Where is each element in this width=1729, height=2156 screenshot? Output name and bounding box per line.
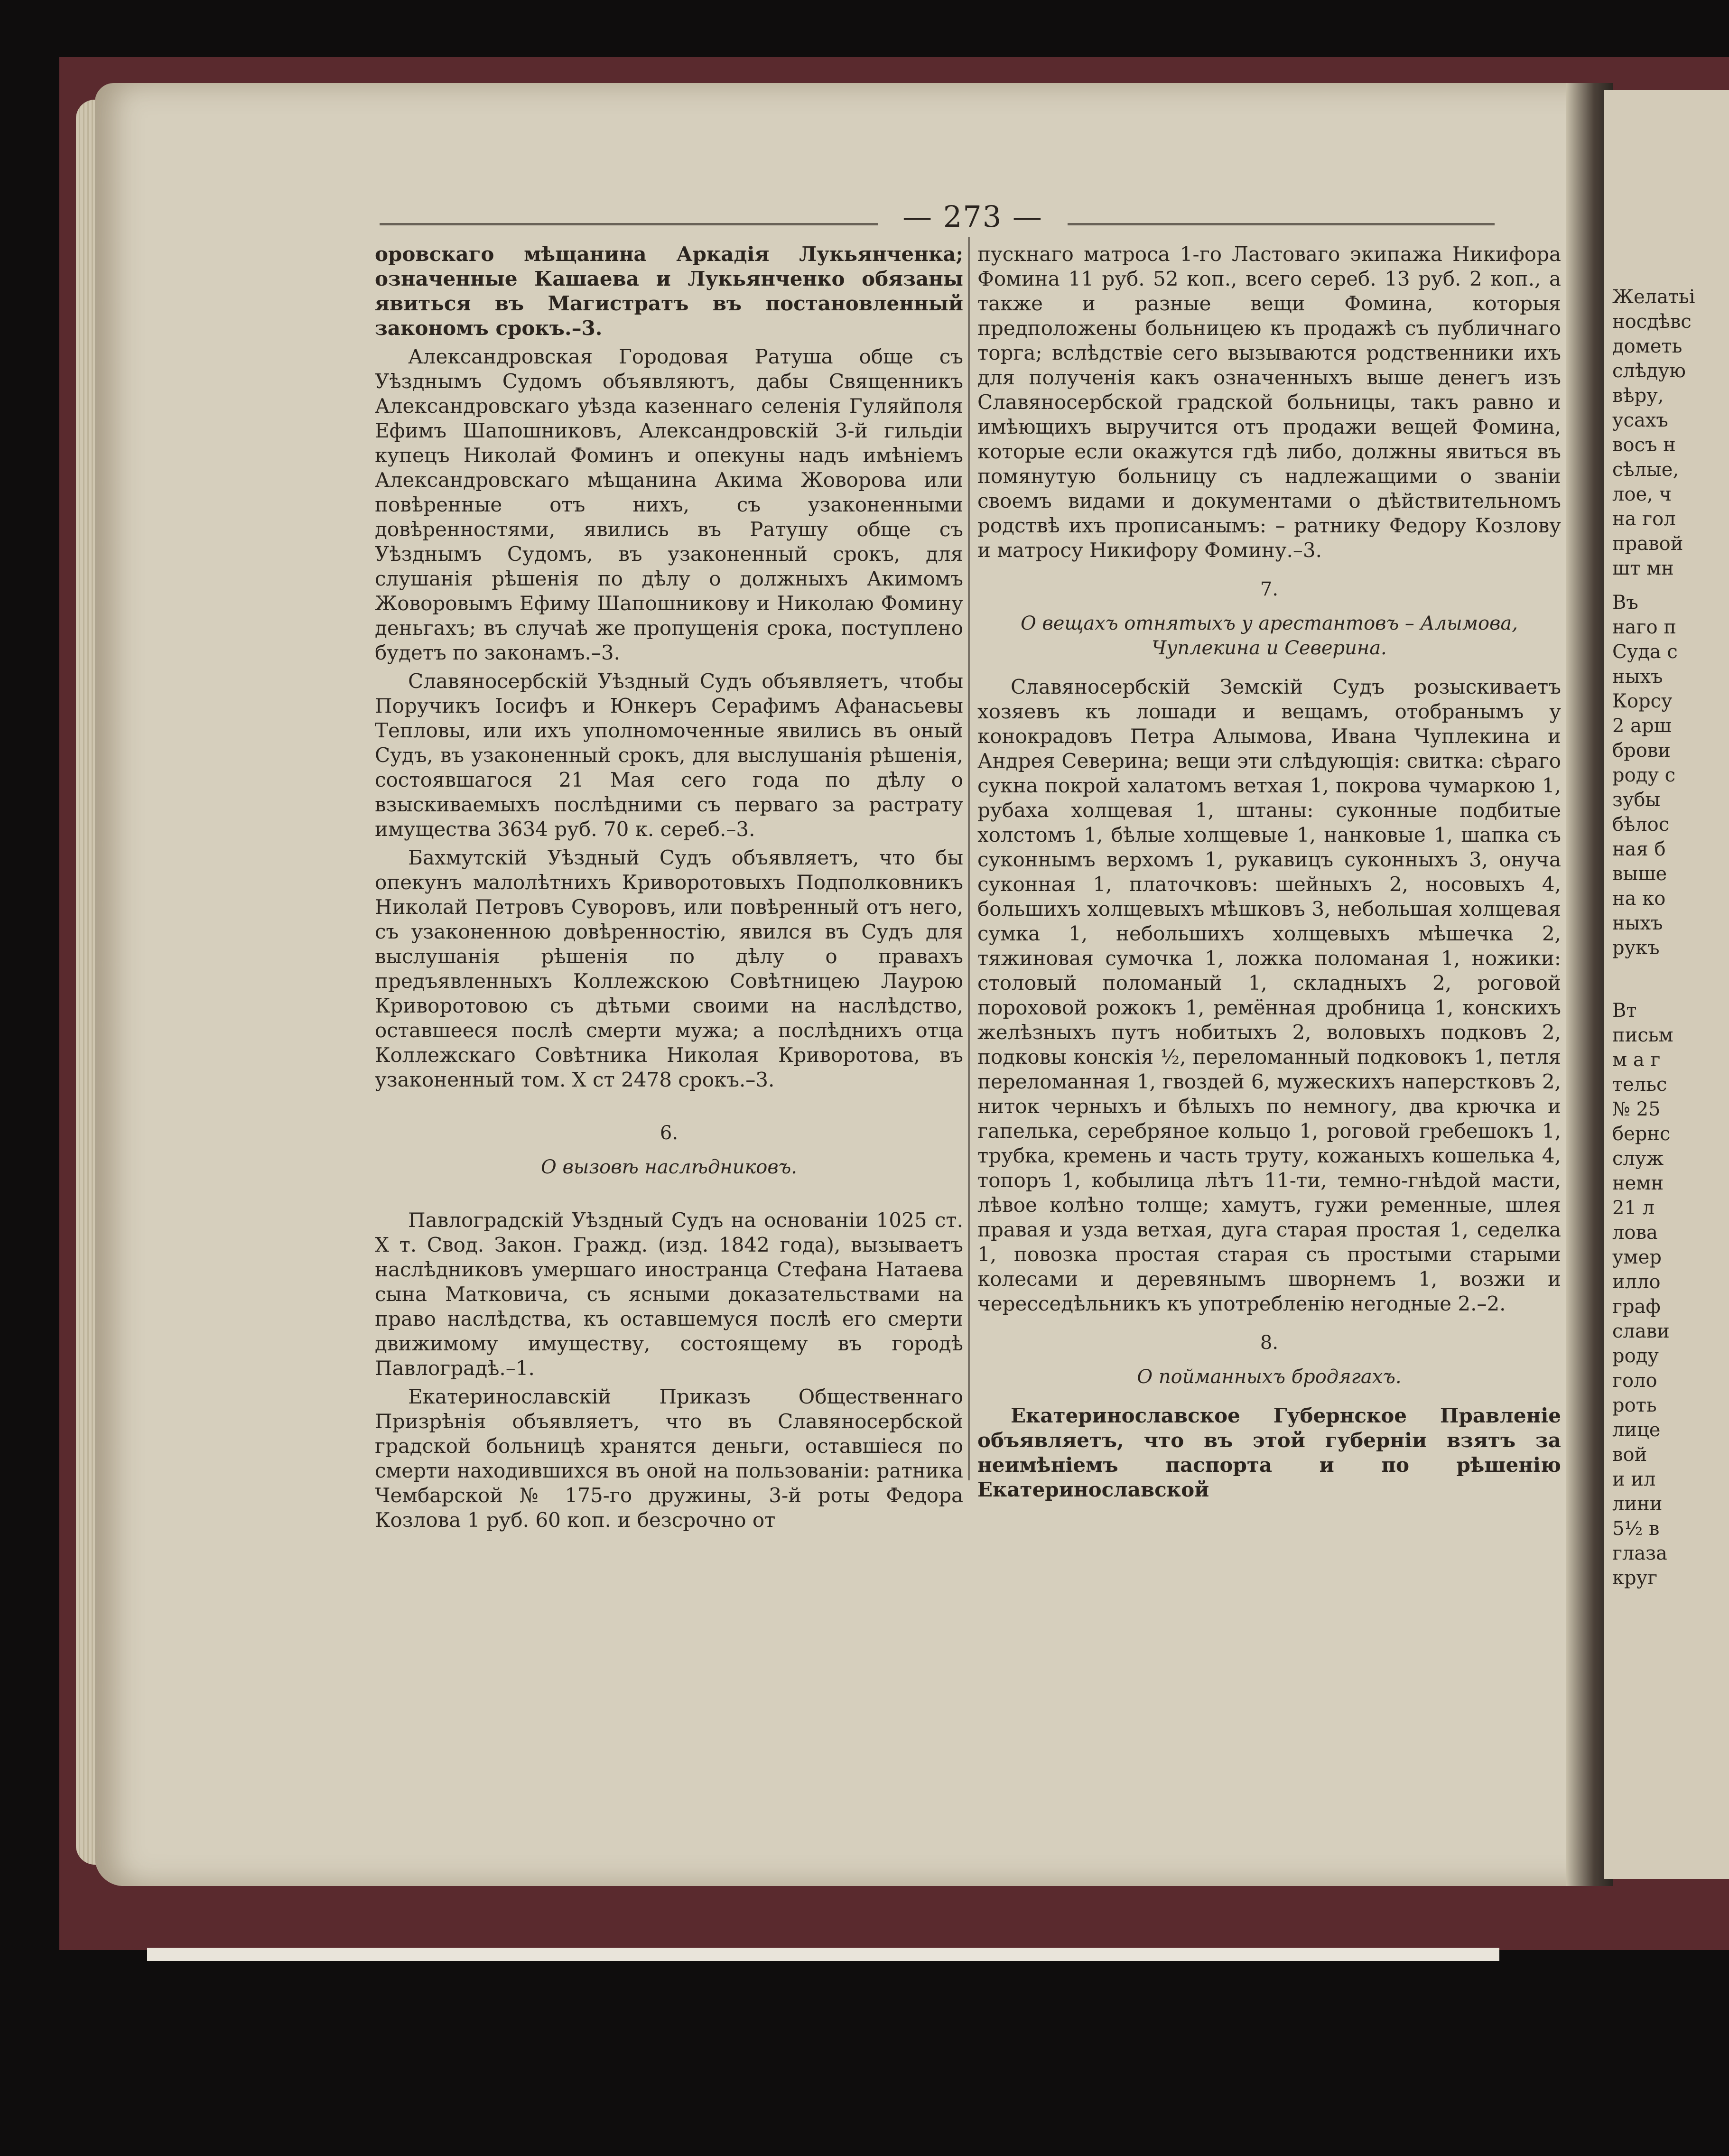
text-fragment: усахъ bbox=[1612, 409, 1668, 431]
text-fragment: граф bbox=[1612, 1296, 1661, 1318]
text-fragment: шт мн bbox=[1612, 558, 1674, 579]
column-divider bbox=[968, 237, 970, 1480]
text-fragment: слѣдую bbox=[1612, 360, 1686, 382]
page-number: — 273 — bbox=[902, 199, 1043, 234]
text-fragment: лова bbox=[1612, 1222, 1658, 1244]
text-fragment: Вт bbox=[1612, 1000, 1637, 1022]
text-fragment: лое, ч bbox=[1612, 483, 1672, 505]
text-fragment: служ bbox=[1612, 1148, 1664, 1170]
text-fragment: восъ н bbox=[1612, 434, 1676, 456]
text-fragment: м а г bbox=[1612, 1049, 1661, 1071]
paragraph: Екатеринославское Губернское Правленіе объявляетъ, что въ этой губерніи взятъ за неимѣніемъ паспорта и по рѣшенію Екатеринославской bbox=[977, 1404, 1561, 1501]
text-fragment: умер bbox=[1612, 1246, 1662, 1268]
text-fragment: № 25 bbox=[1612, 1098, 1661, 1120]
text-fragment: ныхъ bbox=[1612, 912, 1663, 934]
text-fragment: Желатьі bbox=[1612, 286, 1695, 308]
text-fragment: на ко bbox=[1612, 888, 1666, 910]
text-fragment: лице bbox=[1612, 1419, 1661, 1441]
paragraph: Александровская Городовая Ратуша обще съ Уѣзднымъ Судомъ объявляютъ, дабы Священникъ Александровскаго уѣзда казеннаго селенія Гуляйполя Ефимъ Шапошниковъ, Александровскій 3-й гильдіи купецъ Николай Фоминъ и опекуны надъ имѣніемъ Александровскаго мѣщанина Акима Жоворова или повѣренные отъ нихъ, съ узаконенными довѣренностями, явились въ Ратушу обще съ Уѣзднымъ Судомъ, въ узаконенный срокъ, для слушанія рѣшенія по дѣлу о должныхъ Акимомъ Жоворовымъ Ефиму Шапошникову и Николаю Фомину деньгахъ; въ случаѣ же пропущенія срока, поступлено будетъ по законамъ.–3. bbox=[375, 345, 963, 664]
paragraph: пускнаго матроса 1-го Ластоваго экипажа Никифора Фомина 11 руб. 52 коп., всего сереб. 13 руб. 2 коп., а также и разные вещи Фомина, которыя предположены больницею къ продажѣ съ публичнаго торга; вслѣдствіе сего вызываются родственники ихъ для полученія какъ означенныхъ выше денегъ изъ Славяносербской градской больницы, такъ равно и имѣющихъ выручится отъ продажи вещей Фомина, которые если окажутся гдѣ либо, должны явиться въ помянутую больницу съ надлежащими о званіи своемъ видами и документами о дѣйствительномъ родствѣ ихъ прописанымъ: – ратнику Федору Козлову и матросу Никифору Фомину.–3. bbox=[977, 242, 1561, 562]
text-fragment: бернс bbox=[1612, 1123, 1671, 1145]
text-fragment: правой bbox=[1612, 533, 1683, 555]
text-fragment: письм bbox=[1612, 1024, 1673, 1046]
section-heading: О вызовѣ наслѣдниковъ. bbox=[541, 1156, 797, 1178]
section-heading: О вещахъ отнятыхъ у арестантовъ – Алымова, Чуплекина и Северина. bbox=[1021, 613, 1518, 659]
text-fragment: бѣлос bbox=[1612, 814, 1670, 836]
text-fragment: роду bbox=[1612, 1345, 1659, 1367]
text-fragment: Корсу bbox=[1612, 690, 1673, 712]
text-fragment: на гол bbox=[1612, 508, 1676, 530]
section-number: 6. bbox=[660, 1122, 679, 1144]
text-fragment: выше bbox=[1612, 863, 1667, 885]
text-fragment: вѣру, bbox=[1612, 385, 1664, 407]
paragraph: оровскаго мѣщанина Аркадія Лукьянченка; означенные Кашаева и Лукьянченко обязаны явиться въ Магистратъ въ постановленный закономъ срокъ.–3. bbox=[375, 242, 963, 340]
right-column bbox=[977, 242, 1561, 1506]
text-fragment: роду с bbox=[1612, 764, 1675, 786]
header-rule-right bbox=[1068, 223, 1495, 225]
paragraph: Славяносербскій Уѣздный Судъ объявляетъ, чтобы Поручикъ Іосифъ и Юнкеръ Серафимъ Афанасьевы Тепловы, или ихъ уполномоченные явились въ оный Судъ, въ узаконенный срокъ, для выслушанія рѣшенія, состоявшагося 21 Мая сего года по дѣлу о взыскиваемыхъ послѣдними съ перваго за растрату имущества 3634 руб. 70 к. сереб.–3. bbox=[375, 669, 963, 841]
text-fragment: сѣлые, bbox=[1612, 459, 1679, 481]
text-fragment: круг bbox=[1612, 1567, 1658, 1589]
text-fragment: роть bbox=[1612, 1394, 1657, 1416]
section-number: 8. bbox=[1260, 1332, 1279, 1354]
text-fragment: лини bbox=[1612, 1493, 1663, 1515]
next-page bbox=[1604, 90, 1729, 1879]
paragraph: Павлоградскій Уѣздный Судъ на основаніи 1025 ст. X т. Свод. Закон. Гражд. (изд. 1842 года), вызываетъ наслѣдниковъ умершаго иностранца Стефана Натаева сына Матковича, съ ясными доказательствами на право наслѣдства, къ оставшемуся послѣ его смерти движимому имуществу, состоящему въ городѣ Павлоградѣ.–1. bbox=[375, 1208, 963, 1380]
text-fragment: 21 л bbox=[1612, 1197, 1655, 1219]
text-fragment: слави bbox=[1612, 1320, 1670, 1342]
text-fragment: тельс bbox=[1612, 1074, 1667, 1096]
text-fragment: ная б bbox=[1612, 838, 1666, 860]
text-fragment: и ил bbox=[1612, 1468, 1656, 1490]
book-page bbox=[95, 83, 1594, 1886]
paragraph: Бахмутскій Уѣздный Судъ объявляетъ, что бы опекунъ малолѣтнихъ Криворотовыхъ Подполковникъ Николай Петровъ Суворовъ, или повѣренный отъ него, съ узаконенною довѣренностію, явился въ Судъ для выслушанія рѣшенія по дѣлу о правахъ предъявленныхъ Коллежскою Совѣтницею Лаурою Криворотовою съ дѣтьми своими на наслѣдство, оставшееся послѣ смерти мужа; а послѣднихъ отца Коллежскаго Совѣтника Николая Криворотова, въ узаконенный том. X ст 2478 срокъ.–3. bbox=[375, 846, 963, 1091]
text-fragment: наго п bbox=[1612, 616, 1676, 638]
text-fragment: брови bbox=[1612, 740, 1671, 762]
text-fragment: вой bbox=[1612, 1444, 1647, 1466]
text-fragment: голо bbox=[1612, 1370, 1657, 1392]
next-page-text bbox=[1604, 90, 1729, 1590]
text-fragment: 5½ в bbox=[1612, 1518, 1660, 1540]
text-fragment: ныхъ bbox=[1612, 666, 1663, 688]
text-fragment: дометь bbox=[1612, 335, 1683, 357]
text-fragment: илло bbox=[1612, 1271, 1661, 1293]
paragraph: Славяносербскій Земскій Судъ розыскиваетъ хозяевъ къ лошади и вещамъ, отобранымъ у конокрадовъ Петра Алымова, Ивана Чуплекина и Андрея Северина; вещи эти слѣдующія: свитка: сѣраго сукна покрой халатомъ ветхая 1, покрова чумаркою 1, рубаха холщевая 1, штаны: суконные подбитые холстомъ 1, бѣлые холщевые 1, нанковые 1, шапка съ суконнымъ верхомъ 1, рукавицъ суконныхъ 3, онуча суконная 1, платочковъ: шейныхъ 2, носовыхъ 4, большихъ холщевыхъ мѣшковъ 3, небольшая холщевая сумка 1, небольшихъ холщевыхъ мѣшечка 2, тяжиновая сумочка 1, ложка поломаная 1, ножики: столовый поломаный 1, складныхъ 2, роговой пороховой рожокъ 1, ремённая дробница 1, конскихъ желѣзныхъ путъ нобитыхъ 2, воловыхъ подковъ 2, подковы конскія ½, переломанный подковокъ 1, петля переломанная 1, гвоздей 6, мужескихъ наперстковъ 2, ниток черныхъ и бѣлыхъ по немногу, два крючка и гапелька, серебряное кольцо 1, роговой гребешокъ 1, трубка, кремень и часть труту, кожаныхъ кошелька 4, топоръ 1, кобылица лѣтъ 11-ти, темно-гнѣдой масти, лѣвое колѣно толще; хамутъ, гужи ременные, шлея правая и узда ветхая, дуга старая простая 1, седелка 1, повозка простая старая съ простыми старыми колесами и деревянымъ шворнемъ 1, возжи и чересседѣльникъ къ употребленію негодные 2.–2. bbox=[977, 675, 1561, 1315]
paragraph: Екатеринославскій Приказъ Общественнаго Призрѣнія объявляетъ, что въ Славяносербской градской больницѣ хранятся деньги, оставшіеся по смерти находившихся въ оной на пользованіи: ратника Чембарской № 175-го дружины, 3-й роты Федора Козлова 1 руб. 60 коп. и безсрочно от bbox=[375, 1385, 963, 1532]
section-heading: О пойманныхъ бродягахъ. bbox=[1137, 1366, 1402, 1388]
page-header bbox=[380, 199, 1566, 237]
text-fragment: глаза bbox=[1612, 1543, 1667, 1564]
text-fragment: Въ bbox=[1612, 592, 1638, 613]
text-fragment: зубы bbox=[1612, 789, 1661, 811]
bottom-edge-strip bbox=[147, 1948, 1499, 1961]
header-rule-left bbox=[380, 223, 878, 225]
left-column bbox=[375, 242, 963, 1536]
text-fragment: 2 арш bbox=[1612, 715, 1672, 737]
section-number: 7. bbox=[1260, 578, 1279, 600]
text-fragment: носдѣвс bbox=[1612, 311, 1692, 333]
text-fragment: рукъ bbox=[1612, 937, 1660, 959]
text-fragment: немн bbox=[1612, 1172, 1664, 1194]
text-fragment: Суда с bbox=[1612, 641, 1678, 663]
